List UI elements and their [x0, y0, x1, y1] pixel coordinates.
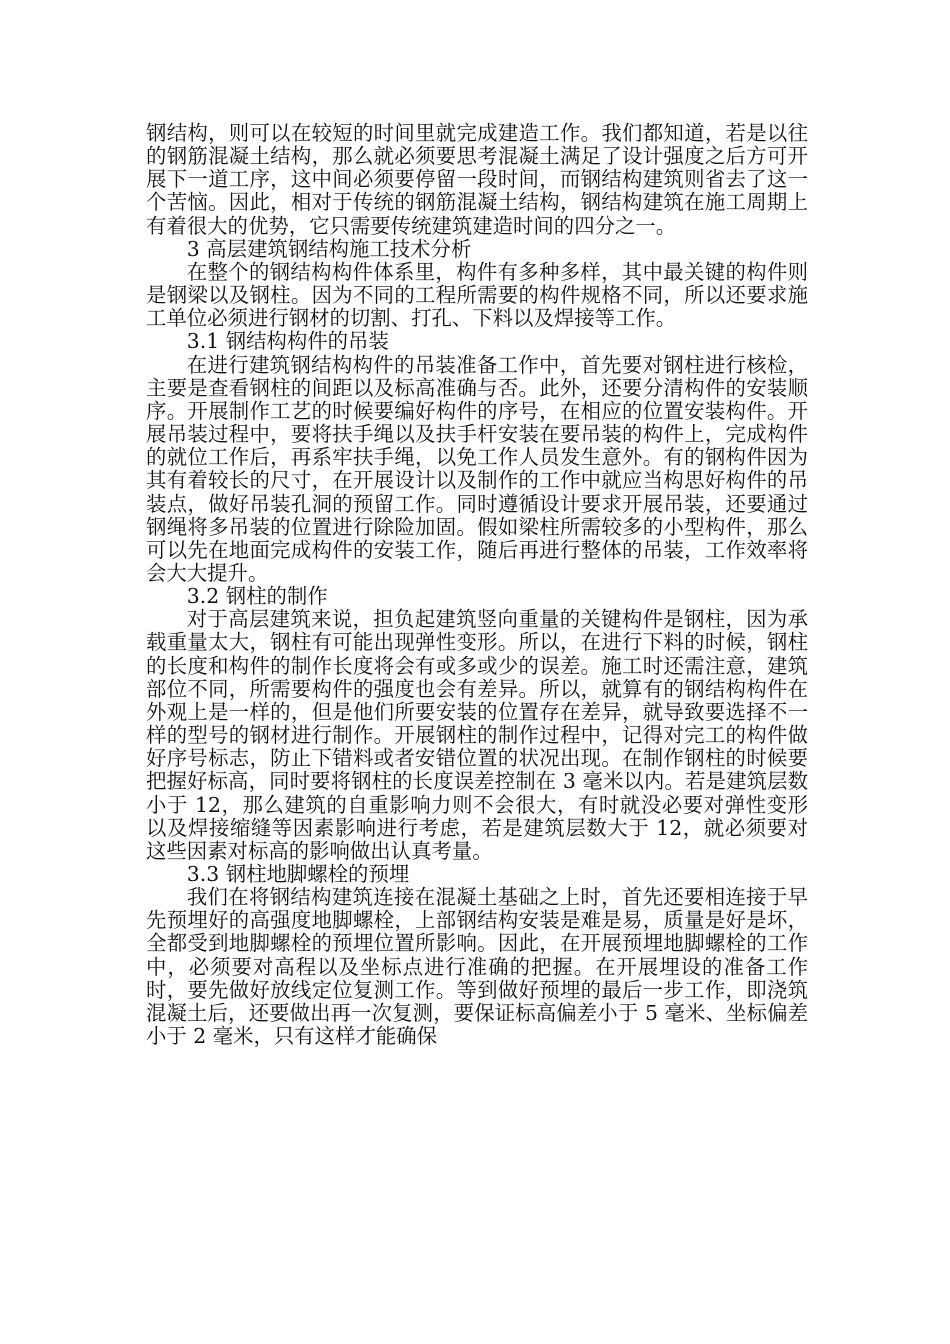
section-3-paragraph: 在整个的钢结构构件体系里，构件有多种多样，其中最关键的构件则是钢梁以及钢柱。因为不同的工程所需要的构件规格不同，所以还要求施工单位必须进行钢材的切割、打孔、下料以及焊接等工作。	[146, 259, 808, 331]
document-page	[146, 122, 808, 1048]
section-3-3-paragraph: 我们在将钢结构建筑连接在混凝土基础之上时，首先还要相连接于早先预埋好的高强度地脚螺栓，上部钢结构安装是难是易，质量是好是坏，全都受到地脚螺栓的预埋位置所影响。因此，在开展预埋地脚螺栓的工作中，必须要对高程以及坐标点进行准确的把握。在开展埋设的准备工作时，要先做好放线定位复测工作。等到做好预埋的最后一步工作，即浇筑混凝土后，还要做出再一次复测，要保证标高偏差小于 5 毫米、坐标偏差小于 2 毫米，只有这样才能确保	[146, 885, 808, 1049]
intro-paragraph: 钢结构，则可以在较短的时间里就完成建造工作。我们都知道，若是以往的钢筋混凝土结构，那么就必须要思考混凝土满足了设计强度之后方可开展下一道工序，这中间必须要停留一段时间，而钢结构建筑则省去了这一个苦恼。因此，相对于传统的钢筋混凝土结构，钢结构建筑在施工周期上有着很大的优势，它只需要传统建筑建造时间的四分之一。	[146, 121, 808, 238]
section-3-1-paragraph: 在进行建筑钢结构构件的吊装准备工作中，首先要对钢柱进行核检，主要是查看钢柱的间距以及标高准确与否。此外，还要分清构件的安装顺序。开展制作工艺的时候要编好构件的序号，在相应的位置安装构件。开展吊装过程中，要将扶手绳以及扶手杆安装在要吊装的构件上，完成构件的就位工作后，再系牢扶手绳，以免工作人员发生意外。有的钢构件因为其有着较长的尺寸，在开展设计以及制作的工作中就应当构思好构件的吊装点，做好吊装孔洞的预留工作。同时遵循设计要求开展吊装，还要通过钢绳将多吊装的位置进行除险加固。假如梁柱所需较多的小型构件，那么可以先在地面完成构件的安装工作，随后再进行整体的吊装，工作效率将会大大提升。	[146, 352, 808, 585]
section-3-2-heading: 3.2 钢柱的制作	[186, 584, 328, 609]
section-3-3-heading: 3.3 钢柱地脚螺栓的预埋	[186, 862, 410, 886]
section-3-1-heading: 3.1 钢结构构件的吊装	[186, 329, 389, 354]
section-3-2-paragraph: 对于高层建筑来说，担负起建筑竖向重量的关键构件是钢柱，因为承载重量太大，钢柱有可能出现弹性变形。所以，在进行下料的时候，钢柱的长度和构件的制作长度将会有或多或少的误差。施工时还需注意，建筑部位不同，所需要构件的强度也会有差异。所以，就算有的钢结构构件在外观上是一样的，但是他们所要安装的位置存在差异，就导致要选择不一样的型号的钢材进行制作。开展钢柱的制作过程中，记得对完工的构件做好序号标志，防止下错料或者安错位置的状况出现。在制作钢柱的时候要把握好标高，同时要将钢柱的长度误差控制在 3 毫米以内。若是建筑层数小于 12，那么建筑的自重影响力则不会很大，有时就没必要对弹性变形以及焊接缩缝等因素影响进行考虑，若是建筑层数大于 12，就必须要对这些因素对标高的影响做出认真考量。	[146, 607, 808, 863]
section-3-heading: 3 高层建筑钢结构施工技术分析	[186, 236, 472, 261]
